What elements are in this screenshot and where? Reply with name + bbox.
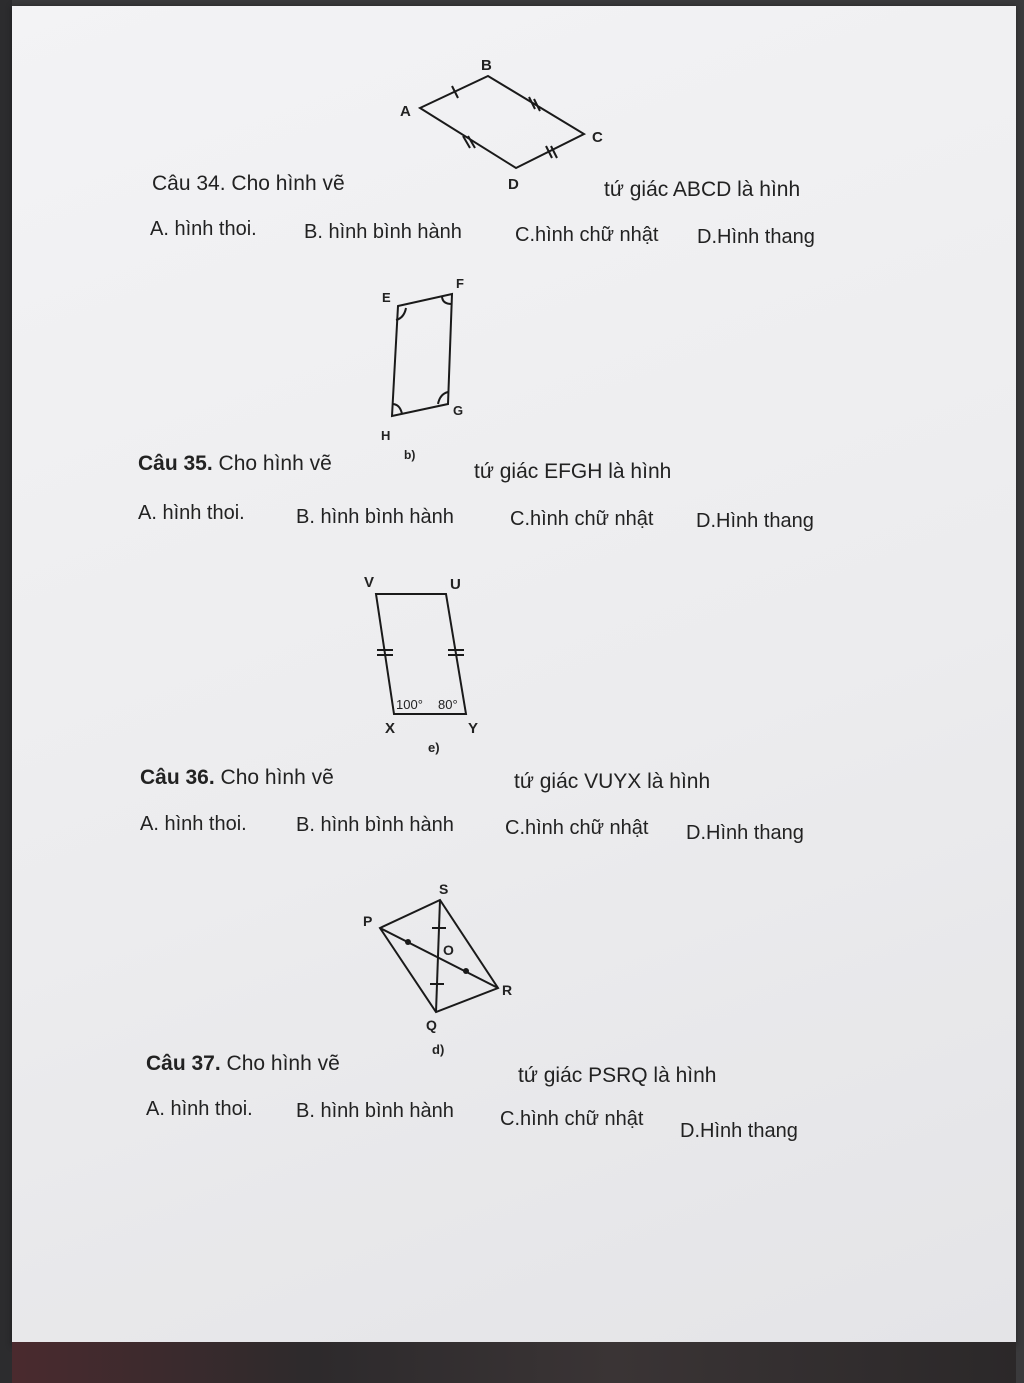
question-35 <box>138 452 332 476</box>
question-37 <box>146 1052 340 1076</box>
question-number: Câu 34. <box>152 172 226 195</box>
vertex-label-u: U <box>450 576 461 593</box>
angle-label-y: 80° <box>438 697 458 712</box>
question-35-tail: tứ giác EFGH là hình <box>474 460 672 483</box>
figure-vuyx <box>376 594 466 714</box>
vertex-label-d: D <box>508 176 519 193</box>
option-b: B. hình bình hành <box>304 221 462 243</box>
option-d: D.Hình thang <box>696 510 814 532</box>
question-36 <box>140 766 334 790</box>
option-b: B. hình bình hành <box>296 506 454 528</box>
vertex-label-a: A <box>400 103 411 120</box>
figure-abcd <box>420 76 584 168</box>
option-d: D.Hình thang <box>686 822 804 844</box>
question-34 <box>152 172 345 196</box>
figure-caption-d: d) <box>432 1042 445 1057</box>
angle-label-x: 100° <box>396 697 423 712</box>
figure-caption-e: e) <box>428 740 440 755</box>
option-a: A. hình thoi. <box>146 1098 253 1120</box>
figure-caption-b: b) <box>404 448 416 462</box>
option-d: D.Hình thang <box>697 226 815 248</box>
question-number: Câu 37. <box>146 1052 221 1075</box>
question-34-tail: tứ giác ABCD là hình <box>604 178 801 201</box>
question-number: Câu 35. <box>138 452 213 475</box>
question-36-tail: tứ giác VUYX là hình <box>514 770 711 793</box>
vertex-label-r: R <box>502 982 513 998</box>
option-c: C.hình chữ nhật <box>500 1108 644 1130</box>
vertex-label-p: P <box>363 913 373 929</box>
option-a: A. hình thoi. <box>150 218 257 240</box>
vertex-label-f: F <box>456 276 464 291</box>
question-number: Câu 36. <box>140 766 215 789</box>
figure-efgh <box>392 294 452 416</box>
diagonal-tick-1 <box>405 939 411 945</box>
vertex-label-x: X <box>385 720 396 737</box>
vertex-label-v: V <box>364 574 375 591</box>
option-c: C.hình chữ nhật <box>505 817 649 839</box>
question-prompt: Cho hình vẽ <box>218 452 332 475</box>
question-37-tail: tứ giác PSRQ là hình <box>518 1064 717 1087</box>
vertex-label-q: Q <box>426 1017 437 1033</box>
figure-psrq <box>380 900 498 1012</box>
vertex-label-o: O <box>443 942 454 958</box>
question-prompt: Cho hình vẽ <box>231 172 345 195</box>
vertex-label-e: E <box>382 290 391 305</box>
vertex-label-s: S <box>439 881 449 897</box>
diagonal-tick-2 <box>463 968 469 974</box>
question-prompt: Cho hình vẽ <box>220 766 334 789</box>
option-a: A. hình thoi. <box>138 502 245 524</box>
option-b: B. hình bình hành <box>296 814 454 836</box>
vertex-label-c: C <box>592 129 603 146</box>
vertex-label-h: H <box>381 428 391 443</box>
vertex-label-g: G <box>453 403 464 418</box>
option-a: A. hình thoi. <box>140 813 247 835</box>
option-b: B. hình bình hành <box>296 1100 454 1122</box>
option-c: C.hình chữ nhật <box>510 508 654 530</box>
option-c: C.hình chữ nhật <box>515 224 659 246</box>
vertex-label-b: B <box>481 57 492 74</box>
question-prompt: Cho hình vẽ <box>226 1052 340 1075</box>
option-d: D.Hình thang <box>680 1120 798 1142</box>
vertex-label-y: Y <box>468 720 479 737</box>
